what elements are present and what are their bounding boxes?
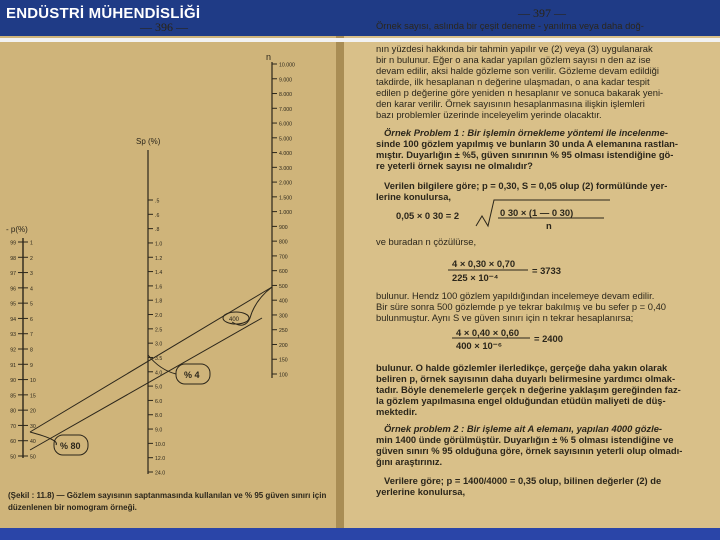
right-text-line: n bbox=[546, 220, 552, 231]
n-scale-label: 250 bbox=[279, 328, 288, 335]
right-text-line: bazı problemler üzerinde inceleyelim yerinde olacaktır. bbox=[376, 109, 602, 120]
sp-scale-label: 1.8 bbox=[155, 298, 163, 305]
sp-scale-label: 24.0 bbox=[155, 470, 166, 477]
right-text-line: 0,05 × 0 30 = 2 bbox=[396, 210, 460, 221]
p-scale-label: 91 bbox=[10, 362, 16, 369]
sp-scale-label: 6.0 bbox=[155, 398, 163, 405]
right-text-line: beliren p, örnek sayısının daha duyarlı belirmesine yardımcı olmak- bbox=[376, 373, 676, 384]
sp-scale-label: 1.0 bbox=[155, 241, 163, 248]
right-text-line: min 1400 ünde görülmüştür. Duyarlığın ± % 5 olması istendiğine ve bbox=[376, 434, 674, 445]
sp-scale-label: 3.0 bbox=[155, 341, 163, 348]
sp-scale-label: 1.6 bbox=[155, 284, 163, 291]
p-axis-label: - p(%) bbox=[6, 225, 28, 234]
nomogram-line-2 bbox=[30, 318, 262, 450]
right-text-line: Verilen bilgilere göre; p = 0,30, S = 0,05 olup (2) formülünde yer- bbox=[384, 180, 668, 191]
right-text-line: re yeterli örnek sayısı ne olmalıdır? bbox=[376, 160, 533, 171]
right-text-line: la gözlem yapılmasına engel olduğundan etüdün maliyeti de düş- bbox=[376, 395, 666, 406]
n-scale-label: 5.000 bbox=[279, 136, 292, 143]
right-text-line: güven sınırı % 95 olduğuna göre, örnek sayısının yeterli olup olmadı- bbox=[376, 445, 683, 456]
right-text-line: lerine konulursa, bbox=[376, 191, 452, 202]
q-scale-label: 8 bbox=[30, 347, 33, 354]
p-scale-label: 99 bbox=[10, 240, 16, 247]
bottom-bar bbox=[0, 528, 720, 540]
right-text-line: 4 × 0,40 × 0,60 bbox=[456, 327, 520, 338]
nomogram bbox=[0, 0, 336, 490]
n-scale-label: 800 bbox=[279, 239, 288, 246]
right-page-number: — 397 — bbox=[518, 6, 566, 20]
p-scale-label: 50 bbox=[10, 454, 16, 461]
n-scale-label: 2.000 bbox=[279, 180, 292, 187]
sp-scale-label: 8.0 bbox=[155, 413, 163, 420]
n-scale-label: 9.000 bbox=[279, 77, 292, 84]
n-axis-label: n bbox=[266, 52, 272, 62]
n-scale-label: 10.000 bbox=[279, 62, 295, 69]
sp-axis-label: Sp (%) bbox=[136, 137, 161, 146]
right-text-line: 225 × 10⁻⁴ bbox=[452, 272, 499, 283]
right-text-line: ve buradan n çözülürse, bbox=[376, 236, 477, 247]
p-scale-label: 70 bbox=[10, 423, 16, 430]
book-gutter bbox=[336, 0, 344, 540]
left-page-number: — 396 — bbox=[140, 20, 188, 34]
right-text-line: bir n bulunur. Eğer o ana kadar yapılan gözlem sayısı n den az ise bbox=[376, 54, 651, 65]
n-scale bbox=[272, 63, 295, 379]
sp-scale-label: .8 bbox=[155, 227, 160, 234]
p-scale-label: 80 bbox=[10, 408, 16, 415]
right-text-line: 400 × 10⁻⁶ bbox=[456, 340, 503, 351]
p-scale-label: 93 bbox=[10, 332, 16, 339]
n-scale-label: 1.500 bbox=[279, 195, 292, 202]
n-scale-label: 900 bbox=[279, 224, 288, 231]
q-scale-label: 6 bbox=[30, 316, 33, 323]
q-scale-label: 1 bbox=[30, 240, 33, 247]
n-scale-label: 400 bbox=[279, 298, 288, 305]
sp-scale-label: 2.5 bbox=[155, 327, 163, 334]
n-scale-label: 500 bbox=[279, 283, 288, 290]
q-scale-label: 5 bbox=[30, 301, 33, 308]
q-scale-label: 9 bbox=[30, 362, 33, 369]
q-scale-label: 2 bbox=[30, 255, 33, 262]
p-scale-label: 97 bbox=[10, 271, 16, 278]
sp-scale-label: 4.0 bbox=[155, 370, 163, 377]
n-scale-label: 700 bbox=[279, 254, 288, 261]
n-scale-label: 1.000 bbox=[279, 210, 292, 217]
right-text-line: yerlerine konulursa, bbox=[376, 486, 466, 497]
p-scale-label: 98 bbox=[10, 255, 16, 262]
slide-title: ENDÜSTRİ MÜHENDİSLİĞİ bbox=[6, 5, 201, 22]
sp-scale-label: .6 bbox=[155, 212, 160, 219]
right-text-line: 0 30 × (1 — 0 30) bbox=[500, 207, 574, 218]
n-scale-label: 7.000 bbox=[279, 106, 292, 113]
n-scale-label: 150 bbox=[279, 357, 288, 364]
sp-scale bbox=[148, 199, 165, 477]
q-scale-label: 4 bbox=[30, 286, 33, 293]
sp-scale-label: 10.0 bbox=[155, 441, 166, 448]
right-text-line: devam edilir, aksi halde gözleme son verilir. Gözleme devam edildiği bbox=[376, 65, 659, 76]
bubble-pct80-text: % 80 bbox=[60, 441, 81, 451]
right-text-line: tadır. Böyle denemelerle gerçek n değerine yaklaşım gereğinden faz- bbox=[376, 384, 681, 395]
q-scale-label: 40 bbox=[30, 439, 36, 446]
q-scale-label: 20 bbox=[30, 408, 36, 415]
right-text-line: sinde 100 gözlem yapılmış ve bunların 30 unda A elemanına rastlan- bbox=[376, 138, 679, 149]
n-scale-label: 200 bbox=[279, 342, 288, 349]
sp-scale-label: 3.5 bbox=[155, 355, 163, 362]
sp-scale-label: 12.0 bbox=[155, 456, 166, 463]
p-scale-label: 85 bbox=[10, 393, 16, 400]
p-scale-label: 90 bbox=[10, 378, 16, 385]
n-scale-label: 4.000 bbox=[279, 151, 292, 158]
figure-caption: (Şekil : 11.8) — Gözlem sayısının saptanmasında kullanılan ve % 95 güven sınırı için düzenlenen bir nomogram örneği. bbox=[8, 491, 327, 512]
right-text-line: mıştır. Duyarlığın ± %5, güven sınırının % 95 olması istendiğine gö- bbox=[376, 149, 674, 160]
n-scale-label: 300 bbox=[279, 313, 288, 320]
q-scale-label: 3 bbox=[30, 271, 33, 278]
right-text-line: Verilere göre; p = 1400/4000 = 0,35 olup, bilinen değerler (2) de bbox=[384, 475, 662, 486]
right-text-line: Örnek Problem 1 : Bir işlemin örnekleme yöntemi ile incelenme- bbox=[384, 127, 668, 138]
n-scale-label: 8.000 bbox=[279, 92, 292, 99]
right-text-line: nın yüzdesi hakkında bir tahmin yapılır ve (2) veya (3) uygulanarak bbox=[376, 43, 653, 54]
right-text-line: bulunur. Hendz 100 gözlem yapıldığından incelemeye devam edilir. bbox=[376, 290, 655, 301]
q-scale-label: 50 bbox=[30, 454, 36, 461]
p-scale-label: 92 bbox=[10, 347, 16, 354]
sp-scale-label: 1.2 bbox=[155, 255, 163, 262]
right-text-line: Örnek sayısı, aslında bir çeşit deneme - yanılma veya daha doğ- bbox=[376, 20, 644, 31]
right-text-line: = 2400 bbox=[534, 333, 563, 344]
nomogram-line-1 bbox=[30, 287, 272, 432]
right-text-line: den karar verilir. Örnek sayısının hesaplanmasına ilişkin işlemleri bbox=[376, 98, 645, 109]
p-scale-label: 96 bbox=[10, 286, 16, 293]
right-text-line: bulunmuştur. Aynı S ve güven sınırı için n tekrar hesaplanırsa; bbox=[376, 312, 634, 323]
q-scale-label: 15 bbox=[30, 393, 36, 400]
bubble-pct4-text: % 4 bbox=[184, 370, 200, 380]
right-text-line: edilen p değerine göre yeniden n hesaplanır ve sonuca bakarak yeni- bbox=[376, 87, 664, 98]
right-text-line: Örnek problem 2 : Bir işleme ait A elemanı, yapılan 4000 gözle- bbox=[384, 423, 663, 434]
n-scale-label: 3.000 bbox=[279, 165, 292, 172]
n-scale-label: 600 bbox=[279, 269, 288, 276]
right-text-line: takdirde, ilk hesaplanan n değerine ulaşmadan, o ana kadar tespit bbox=[376, 76, 650, 87]
sp-scale-label: 5.0 bbox=[155, 384, 163, 391]
sp-scale-label: .5 bbox=[155, 198, 160, 205]
bubble-400-text: 400 bbox=[229, 317, 240, 323]
sp-scale-label: 1.4 bbox=[155, 270, 163, 277]
p-scale-label: 94 bbox=[10, 316, 16, 323]
p-scale-label: 95 bbox=[10, 301, 16, 308]
n-scale-label: 100 bbox=[279, 372, 288, 379]
q-scale-label: 30 bbox=[30, 423, 36, 430]
right-text-line: bulunur. O halde gözlemler ilerledikçe, gerçeğe daha yakın olarak bbox=[376, 362, 668, 373]
q-scale-label: 7 bbox=[30, 332, 33, 339]
right-text-line: Bir süre sonra 500 gözlemde p ye tekrar bakılmış ve bu sefer p = 0,40 bbox=[376, 301, 666, 312]
right-text-line: 4 × 0,30 × 0,70 bbox=[452, 258, 516, 269]
right-text-line: mektedir. bbox=[376, 406, 418, 417]
right-text-line: ğını araştırınız. bbox=[376, 456, 443, 467]
p-scale-label: 60 bbox=[10, 439, 16, 446]
sp-scale-label: 2.0 bbox=[155, 313, 163, 320]
q-scale-label: 10 bbox=[30, 378, 36, 385]
sp-scale-label: 9.0 bbox=[155, 427, 163, 434]
n-scale-label: 6.000 bbox=[279, 121, 292, 128]
right-text-line: = 3733 bbox=[532, 265, 561, 276]
